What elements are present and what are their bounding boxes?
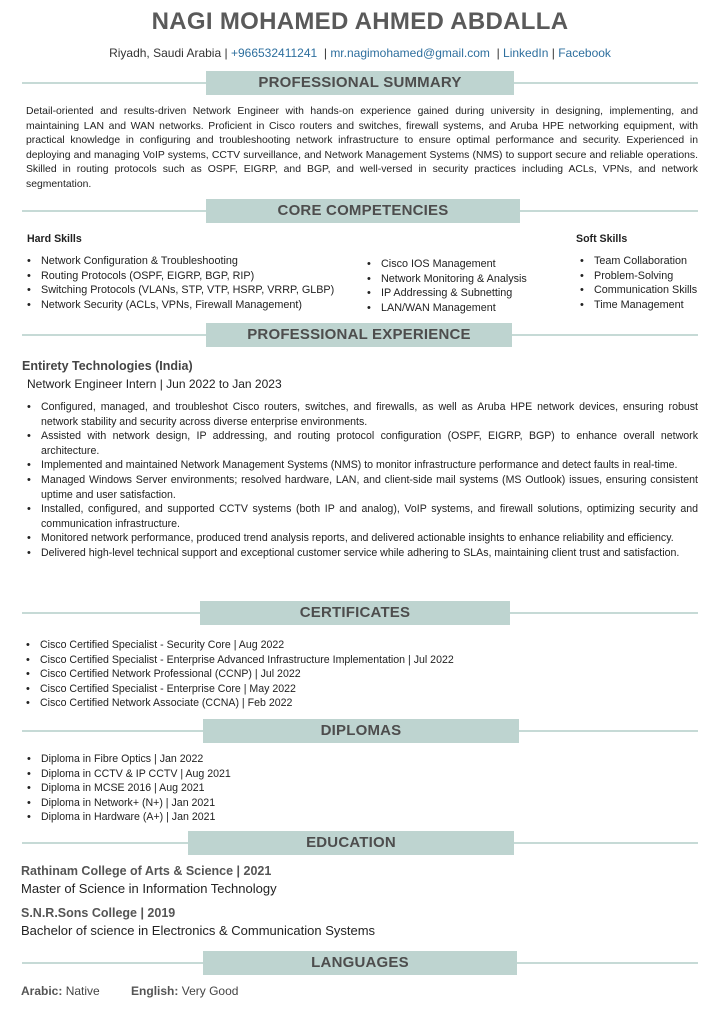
list-item: • Diploma in MCSE 2016 | Aug 2021 xyxy=(27,781,327,796)
list-item: • IP Addressing & Subnetting xyxy=(367,286,557,301)
education-school: S.N.R.Sons College | 2019 xyxy=(21,906,176,920)
competencies-section-header xyxy=(22,199,698,223)
list-item: • Cisco Certified Network Professional (CCNP) | Jul 2022 xyxy=(26,667,586,682)
contact-line xyxy=(0,46,720,60)
location: Riyadh, Saudi Arabia xyxy=(109,46,222,60)
list-item: • Communication Skills xyxy=(580,283,706,298)
section-title: PROFESSIONAL EXPERIENCE xyxy=(206,323,512,347)
hard-skills-label: Hard Skills xyxy=(27,233,82,245)
list-item: • Cisco IOS Management xyxy=(367,257,557,272)
certificates-list xyxy=(26,638,586,711)
list-item: • Network Configuration & Troubleshooting xyxy=(27,254,347,269)
language-name: English: xyxy=(131,984,179,998)
summary-section-header xyxy=(22,71,698,95)
hard-skills-column-2 xyxy=(367,257,557,315)
list-item: • Assisted with network design, IP addressing, and routing protocol configuration (OSPF, EIGRP, BGP) to enhance overall network architecture. xyxy=(27,429,698,458)
language-item xyxy=(21,984,100,998)
list-item: • Configured, managed, and troubleshot Cisco routers, switches, and firewalls, as well as Aruba HPE network devices, ensuring robust network stability and security across diverse enterprise environments. xyxy=(27,400,698,429)
list-item: • Monitored network performance, produced trend analysis reports, and delivered actionable insights to enhance reliability and efficiency. xyxy=(27,531,698,546)
language-name: Arabic: xyxy=(21,984,63,998)
experience-section-header xyxy=(22,323,698,347)
section-title: LANGUAGES xyxy=(203,951,517,975)
list-item: • Delivered high-level technical support and exceptional customer service while adhering to SLAs, maintaining client trust and satisfaction. xyxy=(27,546,698,561)
facebook-link[interactable]: Facebook xyxy=(558,46,611,60)
diplomas-section-header xyxy=(22,719,698,743)
list-item: • Diploma in Fibre Optics | Jan 2022 xyxy=(27,752,327,767)
list-item: • Network Security (ACLs, VPNs, Firewall Management) xyxy=(27,298,347,313)
education-degree: Master of Science in Information Technology xyxy=(21,881,277,896)
list-item: • Diploma in Hardware (A+) | Jan 2021 xyxy=(27,810,327,825)
list-item: • Diploma in Network+ (N+) | Jan 2021 xyxy=(27,796,327,811)
separator: | xyxy=(496,46,500,60)
education-degree: Bachelor of science in Electronics & Communication Systems xyxy=(21,923,376,938)
list-item: • LAN/WAN Management xyxy=(367,301,557,316)
list-item: • Network Monitoring & Analysis xyxy=(367,272,557,287)
language-item xyxy=(131,984,238,998)
list-item: • Routing Protocols (OSPF, EIGRP, BGP, RIP) xyxy=(27,269,347,284)
language-level: Native xyxy=(65,984,100,998)
list-item: • Cisco Certified Specialist - Security Core | Aug 2022 xyxy=(26,638,586,653)
list-item: • Managed Windows Server environments; resolved hardware, LAN, and client-side mail systems (MS Outlook) issues, ensuring consistent uptime and user satisfaction. xyxy=(27,473,698,502)
section-title: CORE COMPETENCIES xyxy=(206,199,520,223)
separator: | xyxy=(224,46,228,60)
diplomas-list xyxy=(27,752,327,825)
languages-section-header xyxy=(22,951,698,975)
list-item: • Cisco Certified Network Associate (CCNA) | Feb 2022 xyxy=(26,696,586,711)
phone-link[interactable]: +966532411241 xyxy=(230,46,318,60)
list-item: • Problem-Solving xyxy=(580,269,706,284)
list-item: • Installed, configured, and supported CCTV systems (both IP and analog), VoIP systems, and firewall solutions, optimizing security and communication infrastructure. xyxy=(27,502,698,531)
summary-text: Detail-oriented and results-driven Network Engineer with hands-on experience gained during university in designing, implementing, and maintaining LAN and WAN networks. Proficient in Cisco routers and switches, firewall systems, and Aruba HPE networking equipment, with practical knowledge in configuring and troubleshooting network infrastructure to ensure optimal performance and security. Experienced in deploying and managing VoIP systems, CCTV surveillance, and Network Management Systems (NMS) to support secure and reliable operations. Skilled in routing protocols such as OSPF, EIGRP, and BGP, and well-versed in security practices including ACLs, VPNs, and network segmentation. xyxy=(26,106,698,190)
job-role: Network Engineer Intern | Jun 2022 to Jan 2023 xyxy=(27,377,282,391)
section-title: CERTIFICATES xyxy=(200,601,510,625)
language-level: Very Good xyxy=(181,984,239,998)
separator: | xyxy=(323,46,327,60)
soft-skills-label: Soft Skills xyxy=(576,233,628,245)
certificates-section-header xyxy=(22,601,698,625)
linkedin-link[interactable]: LinkedIn xyxy=(503,46,549,60)
candidate-name: NAGI MOHAMED AHMED ABDALLA xyxy=(151,8,569,35)
section-title: PROFESSIONAL SUMMARY xyxy=(206,71,514,95)
list-item: • Implemented and maintained Network Management Systems (NMS) to monitor infrastructure performance and detect faults in real-time. xyxy=(27,458,698,473)
list-item: • Time Management xyxy=(580,298,706,313)
list-item: • Diploma in CCTV & IP CCTV | Aug 2021 xyxy=(27,767,327,782)
section-title: EDUCATION xyxy=(188,831,514,855)
experience-bullets xyxy=(27,400,698,561)
separator: | xyxy=(551,46,555,60)
hard-skills-column xyxy=(27,233,347,312)
email-link[interactable]: mr.nagimohamed@gmail.com xyxy=(330,46,490,60)
list-item: • Switching Protocols (VLANs, STP, VTP, HSRP, VRRP, GLBP) xyxy=(27,283,347,298)
education-section-header xyxy=(22,831,698,855)
education-school: Rathinam College of Arts & Science | 2021 xyxy=(21,864,272,878)
list-item: • Team Collaboration xyxy=(580,254,706,269)
list-item: • Cisco Certified Specialist - Enterprise Advanced Infrastructure Implementation | Jul 2022 xyxy=(26,653,586,668)
company-name: Entirety Technologies (India) xyxy=(22,359,193,373)
section-title: DIPLOMAS xyxy=(203,719,519,743)
languages-list xyxy=(21,984,266,998)
list-item: • Cisco Certified Specialist - Enterprise Core | May 2022 xyxy=(26,682,586,697)
soft-skills-column xyxy=(576,233,706,312)
